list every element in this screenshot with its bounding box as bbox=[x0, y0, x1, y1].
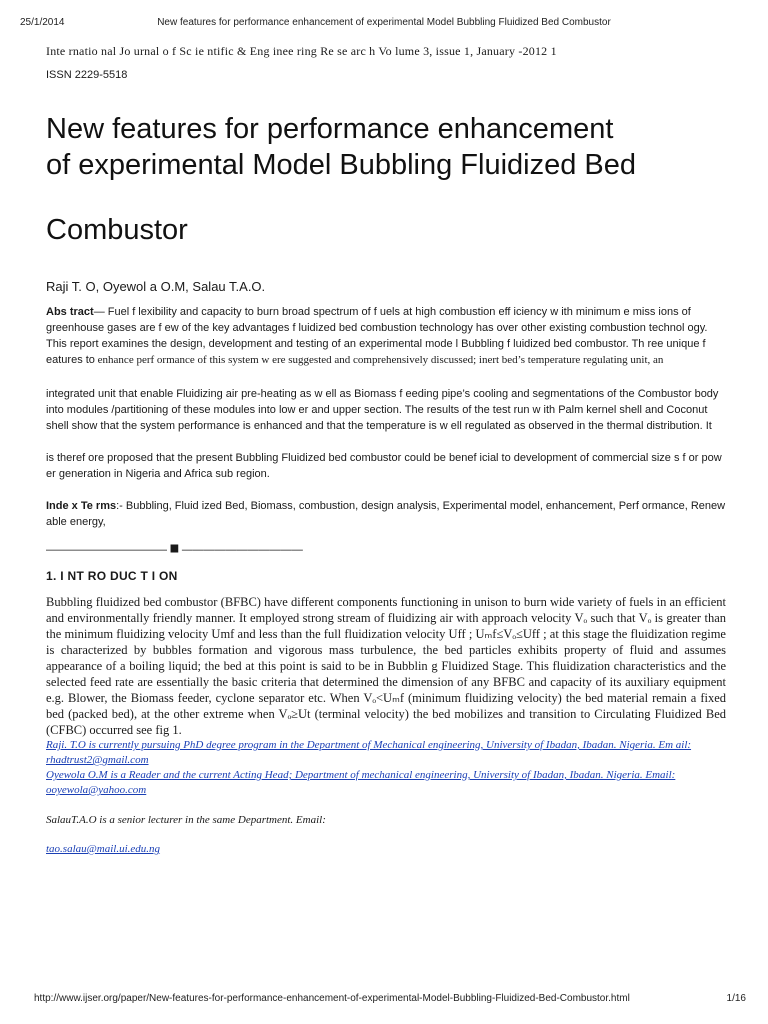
abstract-continued: integrated unit that enable Fluidizing air pre-heating as w ell as Biomass f eeding pipe’s cooling and segmentations of the Combustor body into modules /partitioning of these modules into low er and upper section. The results of the test run w ith Palm kernel shell and Coconut shell show that the system performance is enhanced and that the temperature is w ell regulated as observed in the thermal distribution. It bbox=[46, 388, 719, 432]
footnote-salau: SalauT.A.O is a senior lecturer in the same Department. Email: bbox=[46, 814, 326, 826]
paper-content bbox=[46, 44, 726, 857]
index-terms bbox=[46, 498, 726, 530]
title-line-1: New features for performance enhancement bbox=[46, 113, 614, 145]
page-number: 1/16 bbox=[726, 993, 746, 1004]
salau-email-link[interactable]: tao.salau@mail.ui.edu.ng bbox=[46, 843, 161, 855]
print-date: 25/1/2014 bbox=[20, 17, 65, 28]
abstract-conclusion: is theref ore proposed that the present Bubbling Fluidized bed combustor could be benef icial to development of commercial size s f or pow er generation in Nigeria and Africa sub region. bbox=[46, 452, 722, 480]
journal-line: Inte rnatio nal Jo urnal o f Sc ie ntific & Eng inee ring Re se arc h Vo lume 3, issue 1, January -2012 1 bbox=[46, 44, 557, 58]
abstract-text-serif: enhance perf ormance of this system w ere suggested and comprehensively discussed; inert bed’s temperature regulating unit, an bbox=[94, 354, 664, 366]
issn: ISSN 2229-5518 bbox=[46, 69, 128, 81]
page-url: http://www.ijser.org/paper/New-features-for-performance-enhancement-of-experimental-Model-Bubbling-Fluidized-Bed-Combustor.html bbox=[34, 993, 630, 1004]
index-terms-text: :- Bubbling, Fluid ized Bed, Biomass, combustion, design analysis, Experimental model, enhancement, Perf ormance, Renew able energy, bbox=[46, 500, 726, 528]
authors: Raji T. O, Oyewol a O.M, Salau T.A.O. bbox=[46, 279, 266, 294]
abstract-text: — Fuel f lexibility and capacity to burn broad spectrum of f uels at high combustion eff iciency w ith minimum e miss ions of greenhouse gases are f ew of the key advantages f luidized bed combustion technology has over other existing combustion technol ogy. This report examines the design, development and testing of an experimental mode l Bubbling f luidized bed combustor. Th ree unique f eatures to bbox=[46, 306, 708, 366]
section-divider: ——————————— ⯀ ——————————— bbox=[46, 544, 303, 556]
index-terms-label: Inde x Te rms bbox=[46, 500, 117, 512]
author-footnotes bbox=[46, 738, 726, 857]
print-title: New features for performance enhancement of experimental Model Bubbling Fluidized Bed Combustor bbox=[157, 17, 611, 28]
section-heading: 1. I NT RO DUC T I ON bbox=[46, 569, 178, 583]
title-line-2: of experimental Model Bubbling Fluidized Bed bbox=[46, 149, 637, 181]
abstract-label: Abs tract bbox=[46, 306, 94, 318]
print-footer bbox=[34, 993, 746, 1007]
title-line-3: Combustor bbox=[46, 214, 188, 246]
introduction-text: Bubbling fluidized bed combustor (BFBC) have different components functioning in unison to burn wide variety of fuels in an efficient and environmentally friendly manner. It employed strong stream of fluidizing air with approach velocity Vₒ such that Vₒ is greater than the minimum fluidizing velocity Umf and less than the full fluidization velocity Uff ; Uₘf≤Vₒ≤Uff ; at this stage the fluidization regime is characterized by bubbles formation and vigorous mass turbulence, the bed particles exhibits property of fluid and assumes appearance of a boiling liquid; the bed at this point is said to be in Bubblin g Fluidized Stage. This fluidization characteristics and the selected feed rate are essentially the basic criteria that determined the dimension of any BFBC and capacity of its auxiliary equipment e.g. Blower, the Biomass feeder, cyclone separator etc. When Vₒ<Uₘf (minimum fluidizing velocity) the bed material remain a fixed bed (packed bed), at the other extreme when Vₒ≥Ut (terminal velocity) the bed mobilizes and transition to Circulating Fluidized Bed (CFBC) occurred see fig 1. bbox=[46, 595, 726, 737]
paper-title bbox=[46, 111, 726, 248]
footnote-raji[interactable]: Raji. T.O is currently pursuing PhD degree program in the Department of Mechanical engineering, University of Ibadan, Ibadan. Nigeria. Em ail: rhadtrust2@gmail.com bbox=[46, 739, 692, 766]
footnote-oyewola[interactable]: Oyewola O.M is a Reader and the current Acting Head; Department of mechanical engineering, University of Ibadan, Ibadan. Nigeria. Email: ooyewola@yahoo.com bbox=[46, 769, 676, 796]
abstract bbox=[46, 304, 726, 368]
print-header bbox=[20, 17, 748, 31]
